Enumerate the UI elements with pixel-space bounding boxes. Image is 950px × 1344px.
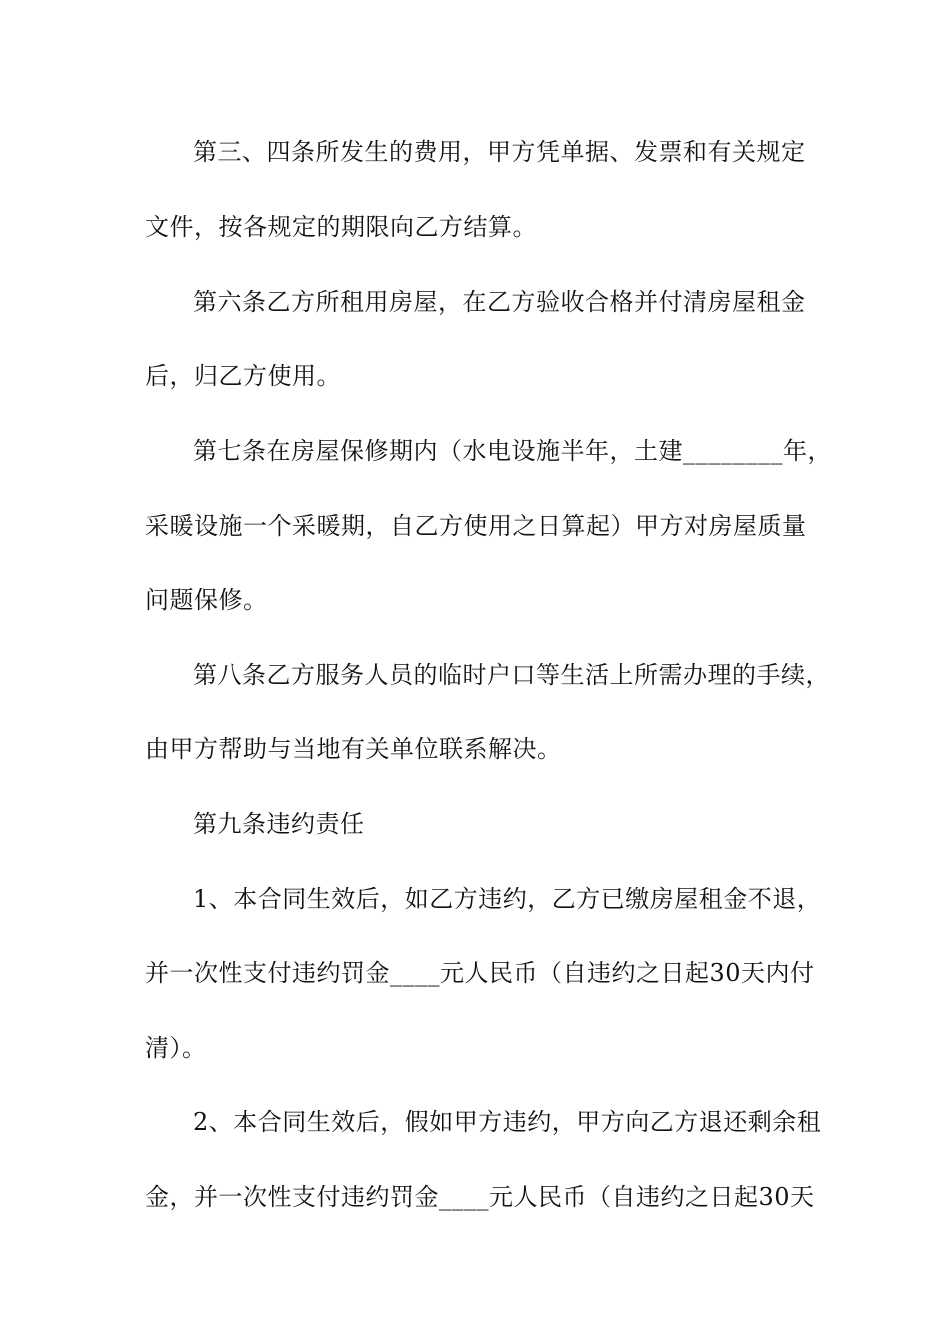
section-heading: 第九条违约责任 bbox=[193, 810, 365, 838]
text-line: 第六条乙方所租用房屋，在乙方验收合格并付清房屋租金 bbox=[193, 288, 806, 316]
text-line: 第八条乙方服务人员的临时户口等生活上所需办理的手续， bbox=[193, 661, 830, 689]
text-line: 采暖设施一个采暖期，自乙方使用之日算起）甲方对房屋质量 bbox=[145, 512, 807, 540]
text-line: 第七条在房屋保修期内（水电设施半年，土建________年， bbox=[193, 437, 832, 465]
text-line: 并一次性支付违约罚金____元人民币（自违约之日起30天内付 bbox=[145, 959, 815, 987]
text-line: 1、本合同生效后，如乙方违约，乙方已缴房屋租金不退， bbox=[193, 885, 822, 913]
text-line: 文件，按各规定的期限向乙方结算。 bbox=[145, 213, 537, 241]
text-line: 2、本合同生效后，假如甲方违约，甲方向乙方退还剩余租 bbox=[193, 1108, 822, 1136]
text-line: 问题保修。 bbox=[145, 586, 268, 614]
text-line: 后，归乙方使用。 bbox=[145, 362, 341, 390]
text-line: 清）。 bbox=[145, 1034, 207, 1062]
text-line: 由甲方帮助与当地有关单位联系解决。 bbox=[145, 735, 562, 763]
text-line: 金，并一次性支付违约罚金____元人民币（自违约之日起30天 bbox=[145, 1183, 815, 1211]
text-line: 第三、四条所发生的费用，甲方凭单据、发票和有关规定 bbox=[193, 138, 806, 166]
